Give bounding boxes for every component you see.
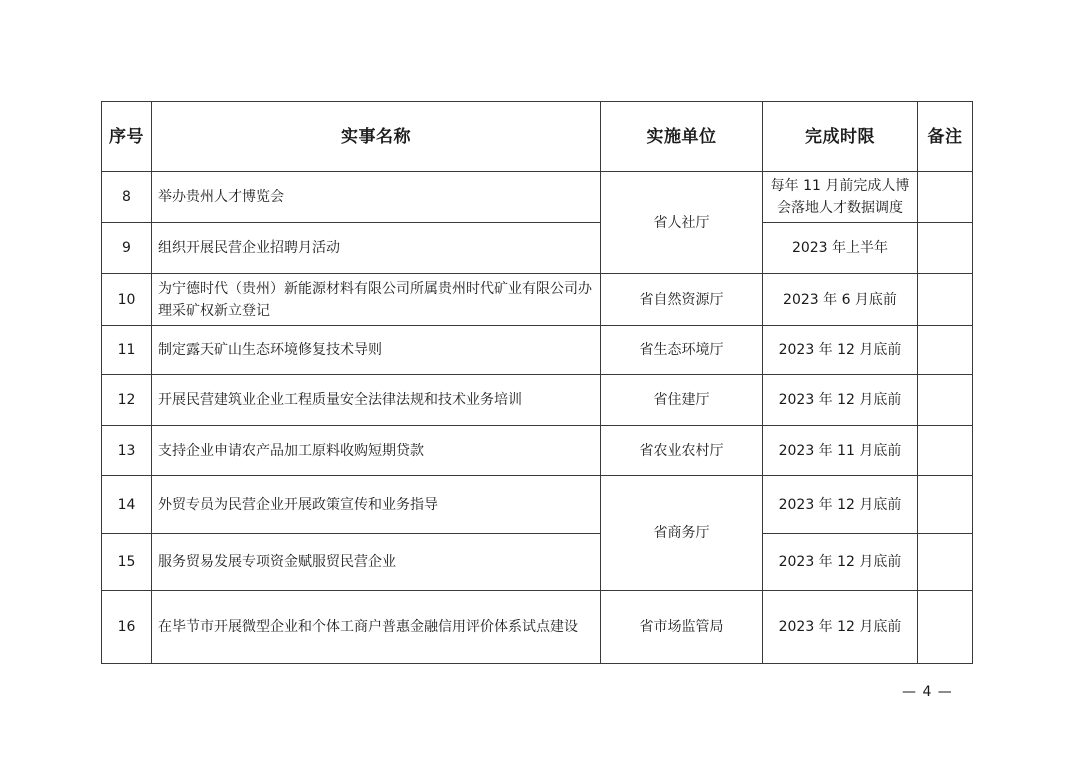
row-note (918, 172, 973, 223)
row-name: 为宁德时代（贵州）新能源材料有限公司所属贵州时代矿业有限公司办理采矿权新立登记 (152, 274, 601, 326)
row-name: 开展民营建筑业企业工程质量安全法律法规和技术业务培训 (152, 375, 601, 426)
row-unit: 省生态环境厅 (601, 326, 763, 375)
header-time: 完成时限 (763, 102, 918, 172)
table-row (102, 375, 973, 426)
row-no: 16 (102, 591, 152, 664)
table-row (102, 223, 973, 274)
row-name: 支持企业申请农产品加工原料收购短期贷款 (152, 426, 601, 476)
row-time: 2023 年 12 月底前 (763, 534, 918, 591)
row-no: 11 (102, 326, 152, 375)
row-name: 制定露天矿山生态环境修复技术导则 (152, 326, 601, 375)
row-time: 2023 年上半年 (763, 223, 918, 274)
row-unit: 省商务厅 (601, 476, 763, 591)
row-unit: 省农业农村厅 (601, 426, 763, 476)
row-no: 15 (102, 534, 152, 591)
row-time: 2023 年 12 月底前 (763, 326, 918, 375)
row-note (918, 274, 973, 326)
header-name: 实事名称 (152, 102, 601, 172)
table-row (102, 426, 973, 476)
row-name: 在毕节市开展微型企业和个体工商户普惠金融信用评价体系试点建设 (152, 591, 601, 664)
row-time: 2023 年 6 月底前 (763, 274, 918, 326)
row-note (918, 223, 973, 274)
row-no: 8 (102, 172, 152, 223)
row-note (918, 426, 973, 476)
row-name: 外贸专员为民营企业开展政策宣传和业务指导 (152, 476, 601, 534)
row-no: 10 (102, 274, 152, 326)
table-row (102, 274, 973, 326)
row-unit: 省市场监管局 (601, 591, 763, 664)
tasks-table (101, 101, 973, 664)
row-time: 2023 年 12 月底前 (763, 476, 918, 534)
row-no: 12 (102, 375, 152, 426)
header-no: 序号 (102, 102, 152, 172)
table-row (102, 476, 973, 534)
row-time: 2023 年 12 月底前 (763, 375, 918, 426)
row-time: 2023 年 12 月底前 (763, 591, 918, 664)
page-number: — 4 — (902, 684, 953, 700)
table-row (102, 591, 973, 664)
row-note (918, 534, 973, 591)
row-unit: 省人社厅 (601, 172, 763, 274)
row-no: 9 (102, 223, 152, 274)
row-no: 14 (102, 476, 152, 534)
row-note (918, 375, 973, 426)
row-name: 举办贵州人才博览会 (152, 172, 601, 223)
row-time: 每年 11 月前完成人博会落地人才数据调度 (763, 172, 918, 223)
table-row (102, 172, 973, 223)
row-unit: 省住建厅 (601, 375, 763, 426)
table-row (102, 534, 973, 591)
row-unit: 省自然资源厅 (601, 274, 763, 326)
table-header-row (102, 102, 973, 172)
table-row (102, 326, 973, 375)
header-unit: 实施单位 (601, 102, 763, 172)
row-note (918, 476, 973, 534)
row-note (918, 591, 973, 664)
row-time: 2023 年 11 月底前 (763, 426, 918, 476)
row-no: 13 (102, 426, 152, 476)
header-note: 备注 (918, 102, 973, 172)
row-note (918, 326, 973, 375)
row-name: 组织开展民营企业招聘月活动 (152, 223, 601, 274)
row-name: 服务贸易发展专项资金赋服贸民营企业 (152, 534, 601, 591)
